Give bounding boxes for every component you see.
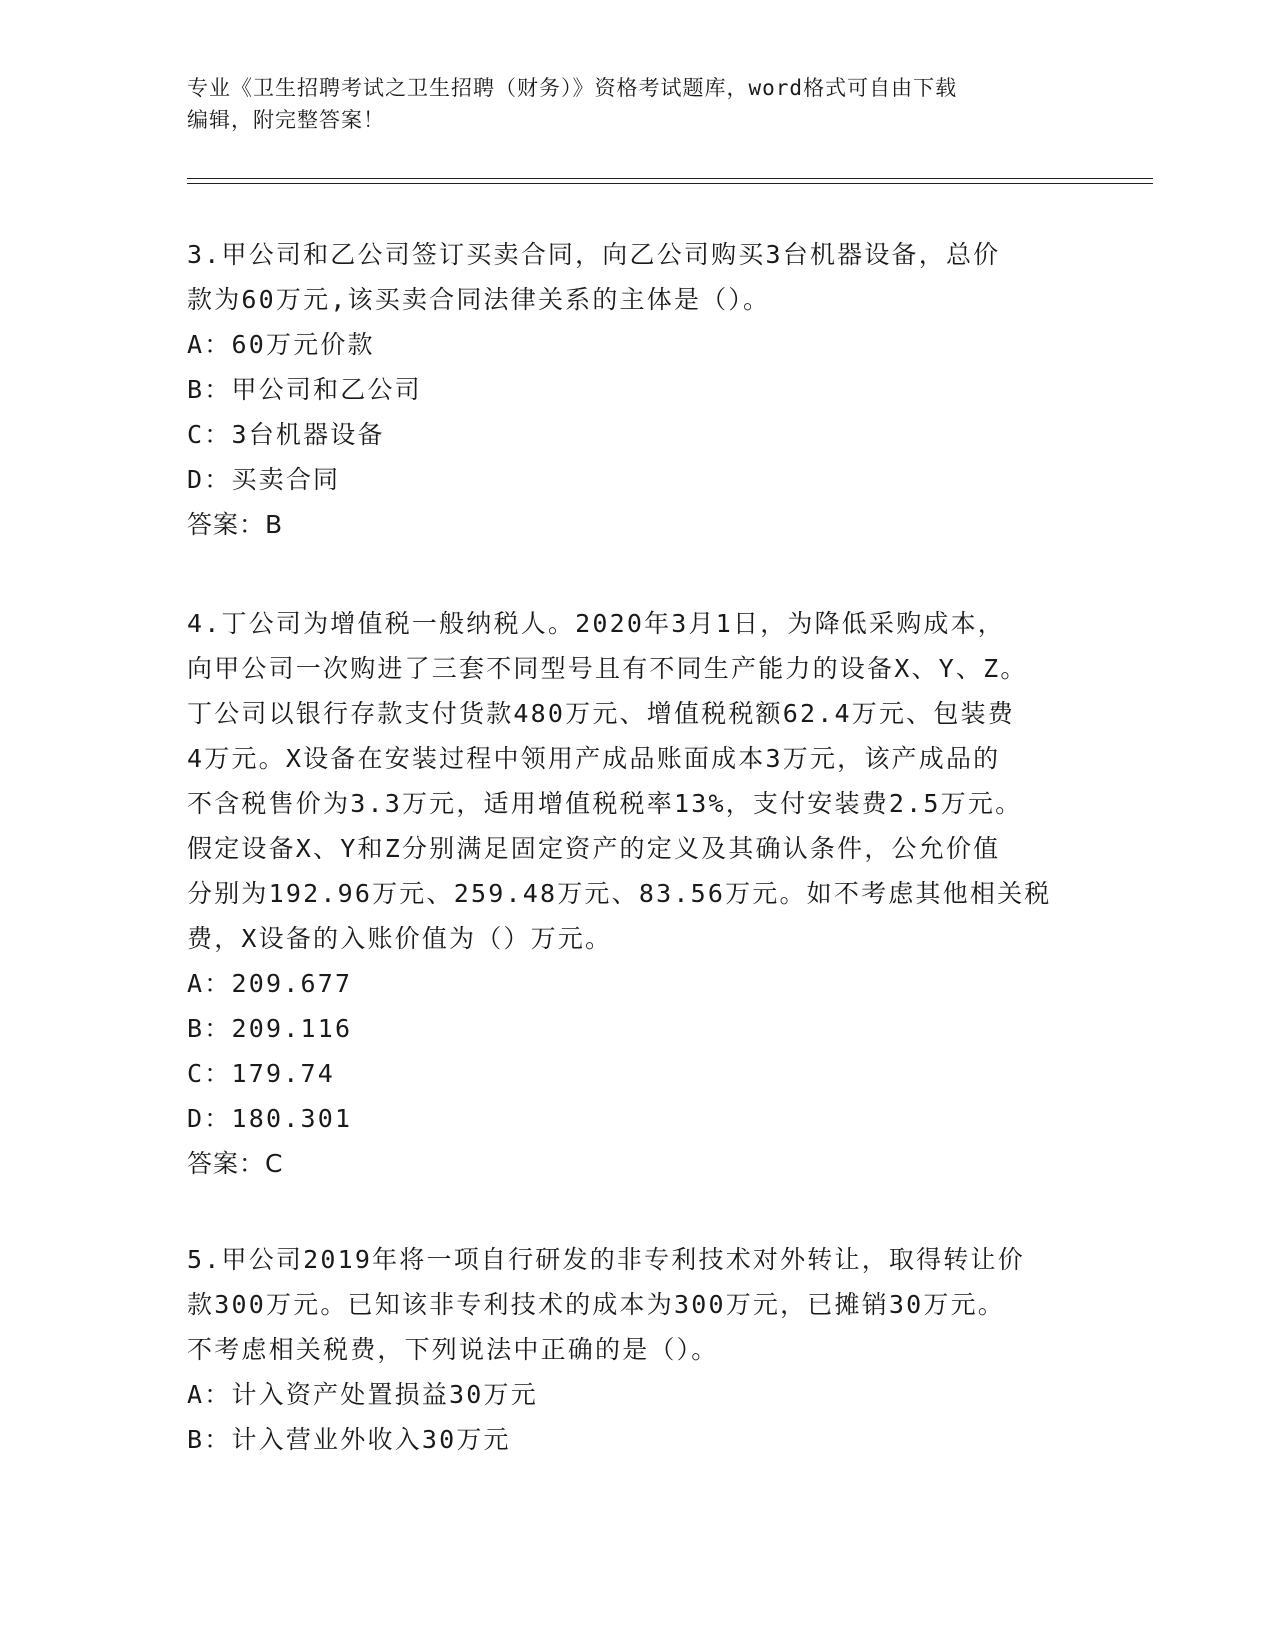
option-a: A：209.677 — [187, 969, 353, 998]
question-stem-line: 费，X设备的入账价值为（）万元。 — [187, 924, 613, 953]
question-stem-line: 丁公司以银行存款支付货款480万元、增值税税额62.4万元、包装费 — [187, 699, 1015, 728]
option-c: C：3台机器设备 — [187, 420, 385, 449]
question-stem-line: 分别为192.96万元、259.48万元、83.56万元。如不考虑其他相关税 — [187, 879, 1052, 908]
option-a: A：计入资产处置损益30万元 — [187, 1380, 538, 1409]
document-header — [187, 72, 1087, 136]
question-stem-line: 4万元。X设备在安装过程中领用产成品账面成本3万元，该产成品的 — [187, 744, 1001, 773]
option-c: C：179.74 — [187, 1059, 335, 1088]
question-stem-line: 款为60万元,该买卖合同法律关系的主体是（）。 — [187, 285, 771, 314]
option-d: D：买卖合同 — [187, 465, 341, 494]
question-stem-line: 不含税售价为3.3万元，适用增值税税率13%，支付安装费2.5万元。 — [187, 789, 1023, 818]
question-stem-line: 5.甲公司2019年将一项自行研发的非专利技术对外转让，取得转让价 — [187, 1245, 1025, 1274]
answer-label: 答案：B — [187, 510, 284, 539]
option-a: A：60万元价款 — [187, 330, 375, 359]
option-b: B：甲公司和乙公司 — [187, 375, 422, 404]
question-stem-line: 不考虑相关税费，下列说法中正确的是（）。 — [187, 1335, 719, 1364]
header-divider-top — [187, 178, 1153, 179]
option-b: B：209.116 — [187, 1014, 353, 1043]
option-b: B：计入营业外收入30万元 — [187, 1425, 511, 1454]
header-line-1: 专业《卫生招聘考试之卫生招聘（财务）》资格考试题库，word格式可自由下载 — [187, 76, 958, 100]
question-stem-line: 假定设备X、Y和Z分别满足固定资产的定义及其确认条件，公允价值 — [187, 834, 1001, 863]
option-d: D：180.301 — [187, 1104, 353, 1133]
question-4 — [187, 601, 1077, 1186]
header-divider-bottom — [187, 183, 1153, 184]
question-stem-line: 4.丁公司为增值税一般纳税人。2020年3月1日，为降低采购成本， — [187, 609, 1006, 638]
question-stem-line: 3.甲公司和乙公司签订买卖合同，向乙公司购买3台机器设备，总价 — [187, 240, 1001, 269]
question-3 — [187, 232, 1077, 547]
header-line-2: 编辑，附完整答案！ — [187, 108, 385, 132]
answer-label: 答案：C — [187, 1149, 284, 1178]
question-stem-line: 款300万元。已知该非专利技术的成本为300万元，已摊销30万元。 — [187, 1290, 1006, 1319]
question-5 — [187, 1237, 1077, 1462]
question-stem-line: 向甲公司一次购进了三套不同型号且有不同生产能力的设备X、Y、Z。 — [187, 654, 1028, 683]
